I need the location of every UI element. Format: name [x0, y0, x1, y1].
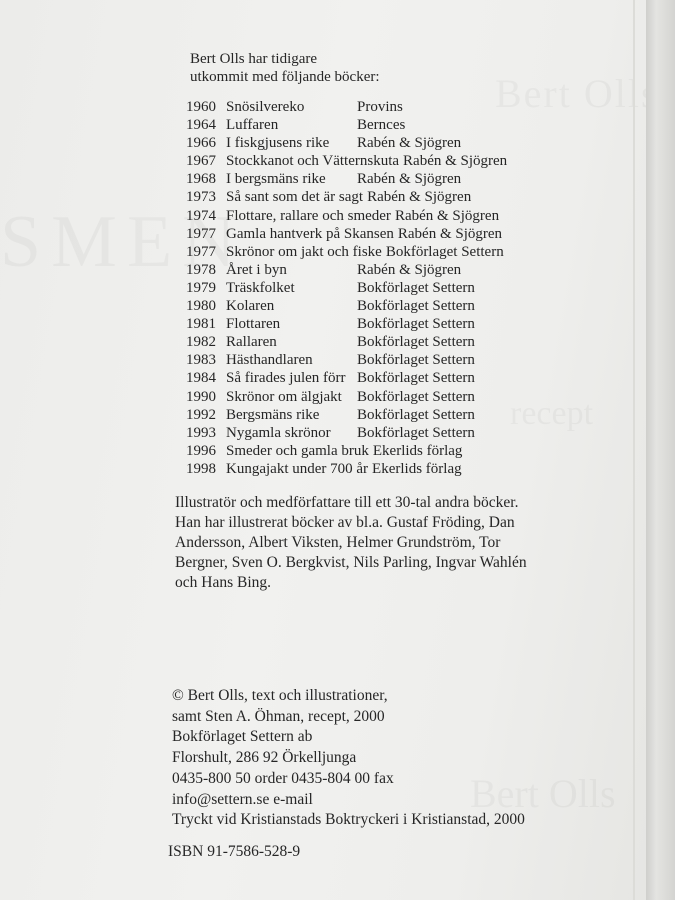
- book-year: 1982: [186, 334, 216, 351]
- bibliography-row: [177, 261, 537, 279]
- bibliography-row: [177, 315, 537, 333]
- bibliography-row: [177, 98, 537, 116]
- copyright-line: © Bert Olls, text och illustrationer,: [172, 687, 388, 704]
- illustrator-note-line: Han har illustrerat böcker av bl.a. Gustaf Fröding, Dan: [175, 514, 515, 531]
- book-publisher: Bokförlaget Settern: [385, 243, 504, 260]
- bibliography-row: [177, 297, 537, 315]
- book-year: 1990: [186, 388, 216, 405]
- book-publisher: Bokförlaget Settern: [357, 406, 475, 423]
- book-title: Så firades julen förr: [226, 370, 346, 387]
- bibliography-row: [177, 388, 537, 406]
- illustrator-note: [175, 493, 555, 593]
- book-year: 1993: [186, 424, 216, 441]
- publisher-email: info@settern.se e-mail: [172, 790, 313, 808]
- bibliography-row: [177, 442, 537, 460]
- book-year: 1981: [186, 316, 216, 333]
- book-year: 1973: [186, 189, 216, 206]
- page-fold-line: [633, 0, 635, 900]
- book-title: Flottaren: [226, 316, 281, 333]
- book-title: Bergsmäns rike: [226, 406, 320, 423]
- bibliography-row: [177, 279, 537, 297]
- book-year: 1998: [186, 460, 216, 477]
- book-publisher: Bokförlaget Settern: [357, 298, 475, 315]
- book-year: 1978: [186, 261, 216, 278]
- book-title: Hästhandlaren: [226, 352, 313, 369]
- bibliography-row: [177, 351, 537, 369]
- book-year: 1992: [186, 406, 216, 423]
- book-title: Kungajakt under 700 år: [226, 460, 369, 477]
- book-title: Gamla hantverk på Skansen: [226, 225, 394, 242]
- isbn: ISBN 91-7586-528-9: [168, 843, 301, 860]
- next-page-edge: [646, 0, 675, 900]
- book-title: Skrönor om älgjakt: [226, 388, 342, 405]
- intro-line: Bert Olls har tidigare: [190, 51, 318, 67]
- book-year: 1977: [186, 243, 216, 260]
- book-title: I fiskgjusens rike: [226, 135, 330, 152]
- book-title: I bergsmäns rike: [226, 171, 326, 188]
- illustrator-note-line: och Hans Bing.: [175, 574, 272, 591]
- imprint-block: [172, 686, 525, 831]
- book-title: Så sant som det är sagt: [226, 189, 364, 206]
- bibliography-row: [177, 333, 537, 351]
- intro-line: utkommit med följande böcker:: [190, 69, 380, 85]
- book-year: 1977: [186, 225, 216, 242]
- book-year: 1984: [186, 370, 216, 387]
- book-publisher: Rabén & Sjögren: [357, 135, 462, 152]
- book-publisher: Bokförlaget Settern: [357, 352, 475, 369]
- book-year: 1960: [186, 99, 216, 115]
- book-title: Snösilvereko: [226, 99, 305, 115]
- publisher-address: Florshult, 286 92 Örkelljunga: [172, 749, 357, 767]
- bibliography-row: [177, 152, 537, 170]
- illustrator-note-line: Illustratör och medförfattare till ett 30-tal andra böcker.: [175, 494, 519, 511]
- book-title: Nygamla skrönor: [226, 424, 331, 441]
- book-publisher: Provins: [357, 99, 403, 115]
- book-year: 1966: [186, 135, 216, 152]
- book-title: Luffaren: [226, 117, 279, 134]
- book-publisher: Bokförlaget Settern: [357, 334, 475, 351]
- book-title: Rallaren: [226, 334, 277, 351]
- bibliography-row: [177, 225, 537, 243]
- book-title: Kolaren: [226, 298, 275, 315]
- book-year: 1967: [186, 153, 216, 170]
- bibliography-row: [177, 460, 537, 478]
- book-publisher: Rabén & Sjögren: [403, 153, 508, 170]
- book-year: 1980: [186, 298, 216, 315]
- bibliography-row: [177, 243, 537, 261]
- intro-text: [190, 50, 380, 86]
- bibliography-row: [177, 369, 537, 387]
- bibliography-row: [177, 134, 537, 152]
- book-publisher: Rabén & Sjögren: [397, 225, 503, 242]
- book-publisher: Rabén & Sjögren: [357, 261, 462, 278]
- book-title: Skrönor om jakt och fiske: [226, 243, 382, 260]
- book-title: Smeder och gamla bruk: [226, 442, 369, 459]
- bibliography-row: [177, 424, 537, 442]
- book-year: 1983: [186, 352, 216, 369]
- book-year: 1964: [186, 117, 216, 134]
- book-year: 1996: [186, 442, 216, 459]
- bibliography-row: [177, 406, 537, 424]
- book-title: Träskfolket: [226, 279, 295, 296]
- book-title: Året i byn: [226, 261, 287, 278]
- book-year: 1968: [186, 171, 216, 188]
- book-year: 1974: [186, 207, 216, 224]
- publisher-phone: 0435-800 50 order 0435-804 00 fax: [172, 769, 394, 787]
- book-publisher: Bokförlaget Settern: [357, 388, 475, 405]
- book-publisher: Rabén & Sjögren: [394, 207, 500, 224]
- bibliography-row: [177, 207, 537, 225]
- book-publisher: Rabén & Sjögren: [357, 171, 462, 188]
- illustrator-note-line: Bergner, Sven O. Bergkvist, Nils Parling, Ingvar Wahlén: [175, 554, 527, 571]
- printer-line: Tryckt vid Kristianstads Boktryckeri i Kristianstad, 2000: [172, 811, 525, 829]
- bibliography-row: [177, 116, 537, 134]
- book-publisher: Bokförlaget Settern: [357, 424, 475, 441]
- book-publisher: Bernces: [357, 117, 406, 134]
- book-year: 1979: [186, 279, 216, 296]
- bibliography-row: [177, 188, 537, 206]
- book-publisher: Bokförlaget Settern: [357, 370, 475, 387]
- illustrator-note-line: Andersson, Albert Viksten, Helmer Grundström, Tor: [175, 534, 501, 551]
- book-publisher: Ekerlids förlag: [372, 460, 462, 477]
- book-title: Flottare, rallare och smeder: [226, 207, 391, 224]
- book-publisher: Rabén & Sjögren: [367, 189, 472, 206]
- publisher-name: Bokförlaget Settern ab: [172, 728, 313, 746]
- book-publisher: Bokförlaget Settern: [357, 316, 475, 333]
- bibliography-row: [177, 170, 537, 188]
- bibliography-list: [177, 98, 537, 478]
- copyright-line: samt Sten A. Öhman, recept, 2000: [172, 707, 385, 725]
- book-publisher: Ekerlids förlag: [372, 442, 463, 459]
- book-publisher: Bokförlaget Settern: [357, 279, 475, 296]
- book-title: Stockkanot och Vätternskuta: [226, 153, 400, 170]
